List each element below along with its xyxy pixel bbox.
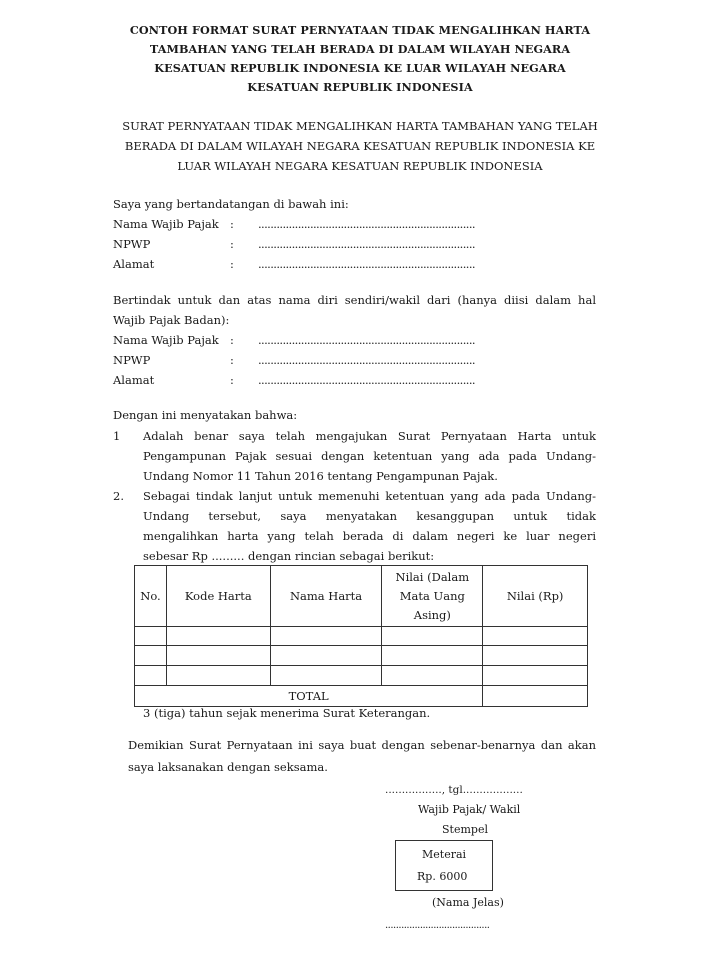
- field-dots: .......................................................................: [258, 237, 475, 251]
- full-name-label: (Nama Jelas): [432, 896, 504, 909]
- header-nama-harta: Nama Harta: [270, 566, 382, 627]
- meterai-label: Meterai: [422, 848, 467, 861]
- table-header-row: [135, 566, 588, 627]
- field-dots: .......................................................................: [258, 373, 475, 387]
- item-line: Sebagai tindak lanjut untuk memenuhi ketentuan yang ada pada Undang-: [143, 489, 596, 503]
- table-total-row: [135, 686, 588, 707]
- table-row: [135, 646, 588, 666]
- field-colon: :: [230, 237, 234, 251]
- closing-line: Demikian Surat Pernyataan ini saya buat dengan sebenar-benarnya dan akan: [128, 738, 596, 752]
- field-dots: .......................................................................: [258, 353, 475, 367]
- table-row: [135, 666, 588, 686]
- title-line: KESATUAN REPUBLIK INDONESIA: [247, 80, 473, 94]
- table-row: [135, 627, 588, 646]
- field-label: Nama Wajib Pajak: [113, 333, 219, 347]
- field-colon: :: [230, 373, 234, 387]
- subtitle-line: BERADA DI DALAM WILAYAH NEGARA KESATUAN REPUBLIK INDONESIA KE: [124, 139, 596, 153]
- field-colon: :: [230, 353, 234, 367]
- title-line: TAMBAHAN YANG TELAH BERADA DI DALAM WILAYAH NEGARA: [149, 42, 571, 56]
- place-date: ................., tgl..................: [385, 784, 523, 796]
- stamp-label: Stempel: [442, 823, 488, 836]
- subtitle-line: LUAR WILAYAH NEGARA KESATUAN REPUBLIK INDONESIA: [177, 159, 543, 173]
- field-label: Nama Wajib Pajak: [113, 217, 219, 231]
- field-dots: .......................................................................: [258, 333, 475, 347]
- field-colon: :: [230, 257, 234, 271]
- field-label: Alamat: [113, 257, 155, 271]
- header-nilai-asing: Nilai (Dalam Mata Uang Asing): [382, 566, 483, 627]
- item-line: Undang Nomor 11 Tahun 2016 tentang Pengampunan Pajak.: [143, 469, 498, 483]
- field-dots: .......................................................................: [258, 257, 475, 271]
- item-line: sebesar Rp ......... dengan rincian sebagai berikut:: [143, 549, 435, 563]
- item-number: 2.: [113, 489, 124, 503]
- name-dots: .......................................: [385, 920, 490, 931]
- item-line: Adalah benar saya telah mengajukan Surat Pernyataan Harta untuk: [143, 429, 596, 443]
- behalf-line: Bertindak untuk dan atas nama diri sendiri/wakil dari (hanya diisi dalam hal: [113, 293, 596, 307]
- field-label: NPWP: [113, 353, 151, 367]
- item-line: mengalihkan harta yang telah berada di dalam negeri ke luar negeri: [143, 529, 596, 543]
- item-number: 1: [113, 429, 121, 443]
- header-nilai-rp: Nilai (Rp): [483, 566, 588, 627]
- field-label: NPWP: [113, 237, 151, 251]
- field-label: Alamat: [113, 373, 155, 387]
- header-kode-harta: Kode Harta: [166, 566, 270, 627]
- item-line: Undang tersebut, saya menyatakan kesanggupan untuk tidak: [143, 509, 596, 523]
- field-colon: :: [230, 333, 234, 347]
- subtitle-line: SURAT PERNYATAAN TIDAK MENGALIHKAN HARTA TAMBAHAN YANG TELAH: [122, 119, 598, 133]
- closing-line: saya laksanakan dengan seksama.: [128, 760, 328, 774]
- after-table-text: 3 (tiga) tahun sejak menerima Surat Keterangan.: [143, 706, 431, 720]
- field-dots: .......................................................................: [258, 217, 475, 231]
- total-label: TOTAL: [135, 686, 483, 707]
- title-line: KESATUAN REPUBLIK INDONESIA KE LUAR WILAYAH NEGARA: [154, 61, 566, 75]
- intro-text: Saya yang bertandatangan di bawah ini:: [113, 197, 349, 211]
- item-line: Pengampunan Pajak sesuai dengan ketentuan yang ada pada Undang-: [143, 449, 596, 463]
- title-line: CONTOH FORMAT SURAT PERNYATAAN TIDAK MENGALIHKAN HARTA: [129, 23, 591, 37]
- field-colon: :: [230, 217, 234, 231]
- total-value: [483, 686, 588, 707]
- asset-table: [134, 565, 588, 707]
- behalf-line: Wajib Pajak Badan):: [113, 313, 230, 327]
- declare-text: Dengan ini menyatakan bahwa:: [113, 408, 298, 422]
- header-no: No.: [135, 566, 167, 627]
- signer-role: Wajib Pajak/ Wakil: [418, 803, 521, 816]
- meterai-value: Rp. 6000: [417, 870, 468, 883]
